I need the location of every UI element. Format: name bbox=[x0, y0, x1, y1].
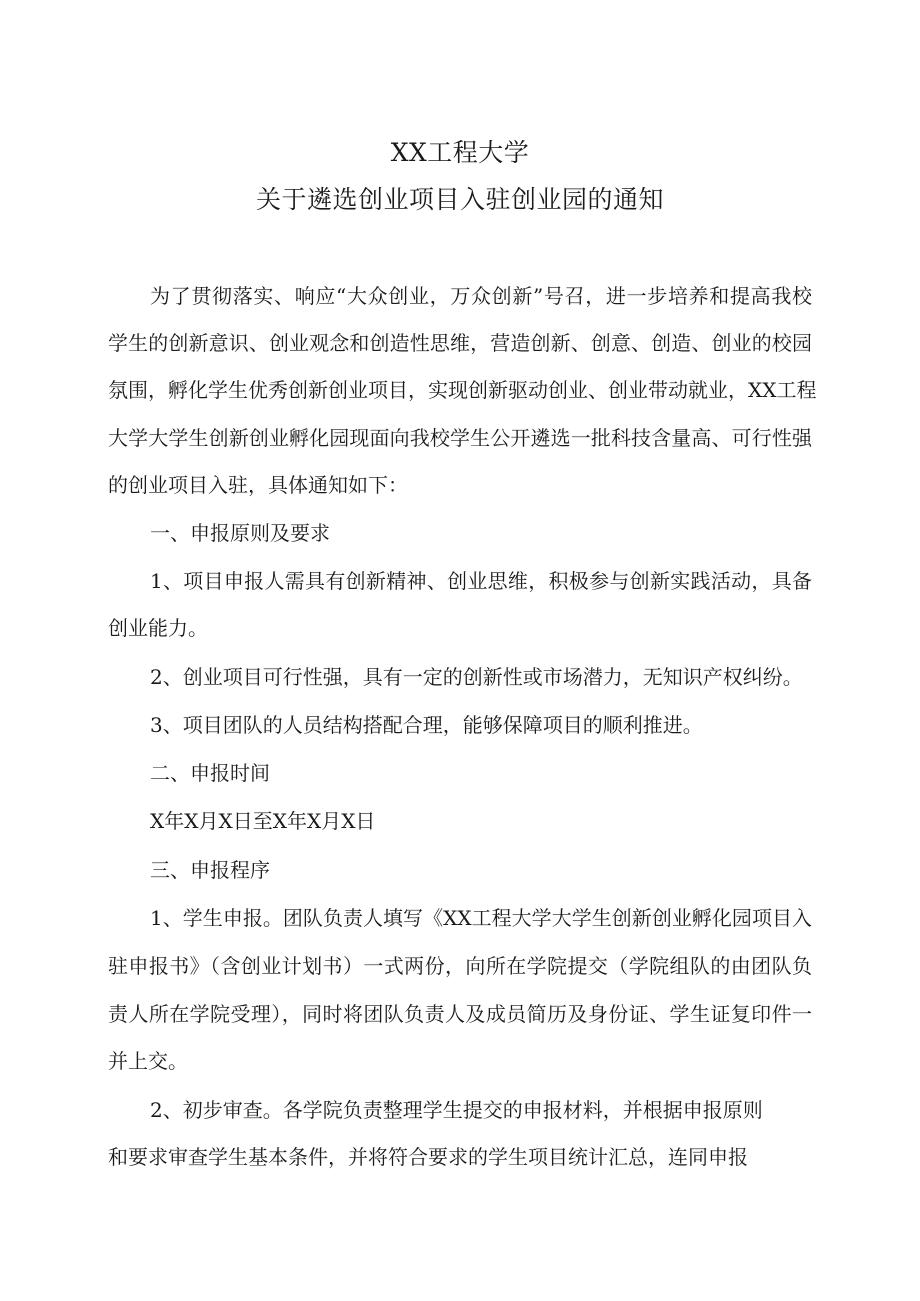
requirement-item-1: 1、项目申报人需具有创新精神、创业思维，积极参与创新实践活动，具备 bbox=[150, 569, 812, 593]
procedure-step-2-cont: 和要求审查学生基本条件，并将符合要求的学生项目统计汇总，连同申报 bbox=[108, 1145, 748, 1169]
section-heading-procedure: 三、申报程序 bbox=[150, 858, 270, 882]
intro-line: 大学大学生创新创业孵化园现面向我校学生公开遴选一批科技含量高、可行性强 bbox=[108, 426, 812, 450]
intro-line: 学生的创新意识、创业观念和创造性思维，营造创新、创意、创造、创业的校园 bbox=[108, 331, 812, 355]
intro-line: 的创业项目入驻，具体通知如下： bbox=[108, 473, 408, 497]
application-period: X年X月X日至X年X月X日 bbox=[150, 809, 376, 833]
intro-line: 为了贯彻落实、响应“大众创业，万众创新”号召，进一步培养和提高我校 bbox=[150, 284, 812, 308]
procedure-step-1: 1、学生申报。团队负责人填写《XX工程大学大学生创新创业孵化园项目入 bbox=[150, 906, 812, 930]
requirement-item-1-cont: 创业能力。 bbox=[108, 616, 208, 640]
intro-line: 氛围，孵化学生优秀创新创业项目，实现创新驱动创业、创业带动就业，XX工程 bbox=[108, 378, 817, 402]
procedure-step-1-cont: 驻申报书》（含创业计划书）一式两份，向所在学院提交（学院组队的由团队负 bbox=[108, 954, 812, 978]
document-title-notice: 关于遴选创业项目入驻创业园的通知 bbox=[255, 185, 664, 214]
section-heading-requirements: 一、申报原则及要求 bbox=[150, 521, 330, 545]
procedure-step-1-cont: 并上交。 bbox=[108, 1049, 188, 1073]
section-heading-time: 二、申报时间 bbox=[150, 761, 270, 785]
document-title-university: XX工程大学 bbox=[390, 138, 530, 167]
procedure-step-2: 2、初步审查。各学院负责整理学生提交的申报材料，并根据申报原则 bbox=[150, 1098, 763, 1122]
requirement-item-3: 3、项目团队的人员结构搭配合理，能够保障项目的顺利推进。 bbox=[150, 713, 703, 737]
requirement-item-2: 2、创业项目可行性强，具有一定的创新性或市场潜力，无知识产权纠纷。 bbox=[150, 665, 803, 689]
procedure-step-1-cont: 责人所在学院受理），同时将团队负责人及成员简历及身份证、学生证复印件一 bbox=[108, 1002, 812, 1026]
